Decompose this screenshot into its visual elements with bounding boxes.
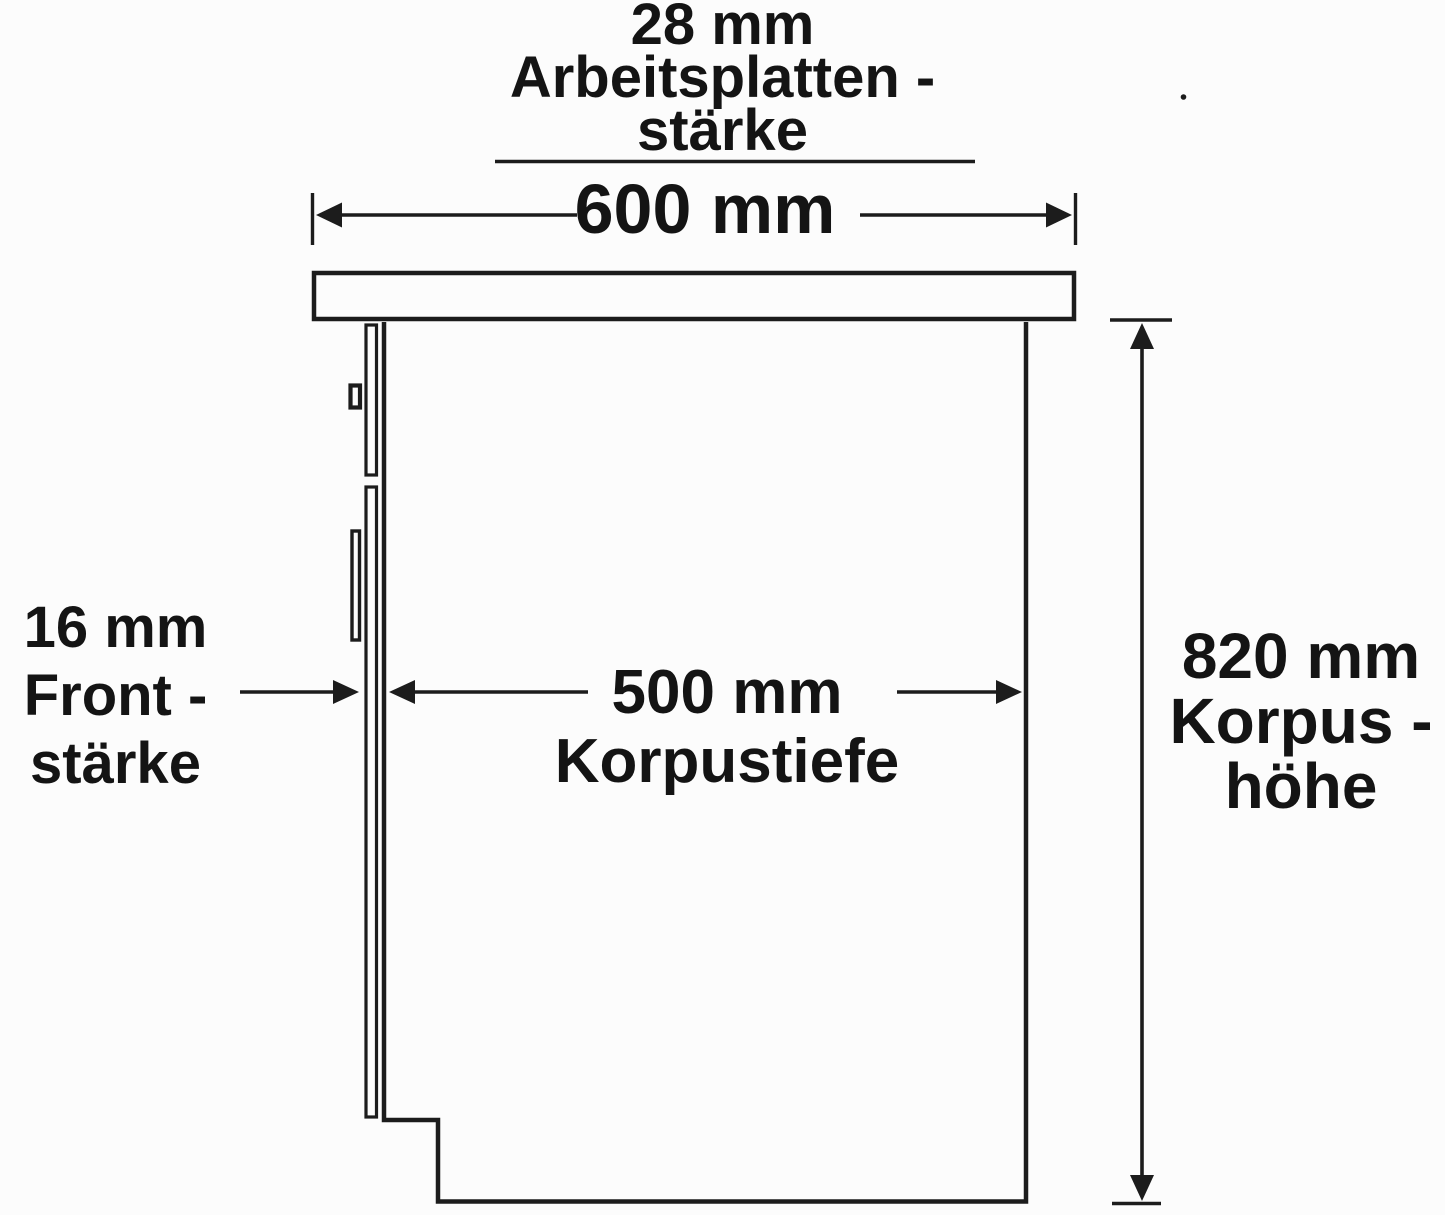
body-depth-word: Korpustiefe bbox=[554, 727, 900, 796]
height-dim-top-arrowhead bbox=[1130, 323, 1154, 349]
front-thickness-value: 16 mm bbox=[23, 595, 208, 660]
body-height-word2: höhe bbox=[1224, 750, 1378, 822]
door-front-panel bbox=[366, 487, 377, 1117]
body-depth-value: 500 mm bbox=[611, 658, 843, 727]
front-thickness-arrowhead bbox=[333, 680, 359, 704]
worktop-thickness-label bbox=[430, 0, 1015, 163]
body-height-label bbox=[1135, 620, 1445, 822]
front-thickness-word2: stärke bbox=[30, 731, 201, 796]
front-thickness-label bbox=[0, 594, 243, 798]
height-dim-bottom-arrowhead bbox=[1130, 1175, 1154, 1201]
worktop-thickness-value: 28 mm bbox=[630, 0, 815, 57]
depth-dim-left-arrowhead bbox=[389, 680, 415, 704]
door-bar-handle bbox=[352, 531, 360, 640]
worktop-thickness-word1: Arbeitsplatten - bbox=[509, 45, 936, 110]
stray-dot bbox=[1181, 94, 1187, 100]
drawer-knob-handle bbox=[351, 386, 361, 408]
depth-dim-right-arrowhead bbox=[996, 680, 1022, 704]
cabinet-width-label bbox=[505, 170, 905, 248]
body-height-value: 820 mm bbox=[1181, 620, 1421, 692]
body-depth-label bbox=[527, 658, 927, 796]
drawer-front-panel bbox=[366, 325, 377, 475]
width-dim-right-arrowhead bbox=[1046, 203, 1072, 228]
body-height-word1: Korpus - bbox=[1169, 685, 1433, 757]
front-thickness-word1: Front - bbox=[23, 663, 208, 728]
worktop bbox=[314, 273, 1074, 319]
front-thickness-arrow bbox=[240, 680, 359, 704]
cabinet-width-value: 600 mm bbox=[574, 170, 836, 248]
worktop-thickness-word2: stärke bbox=[637, 98, 808, 163]
